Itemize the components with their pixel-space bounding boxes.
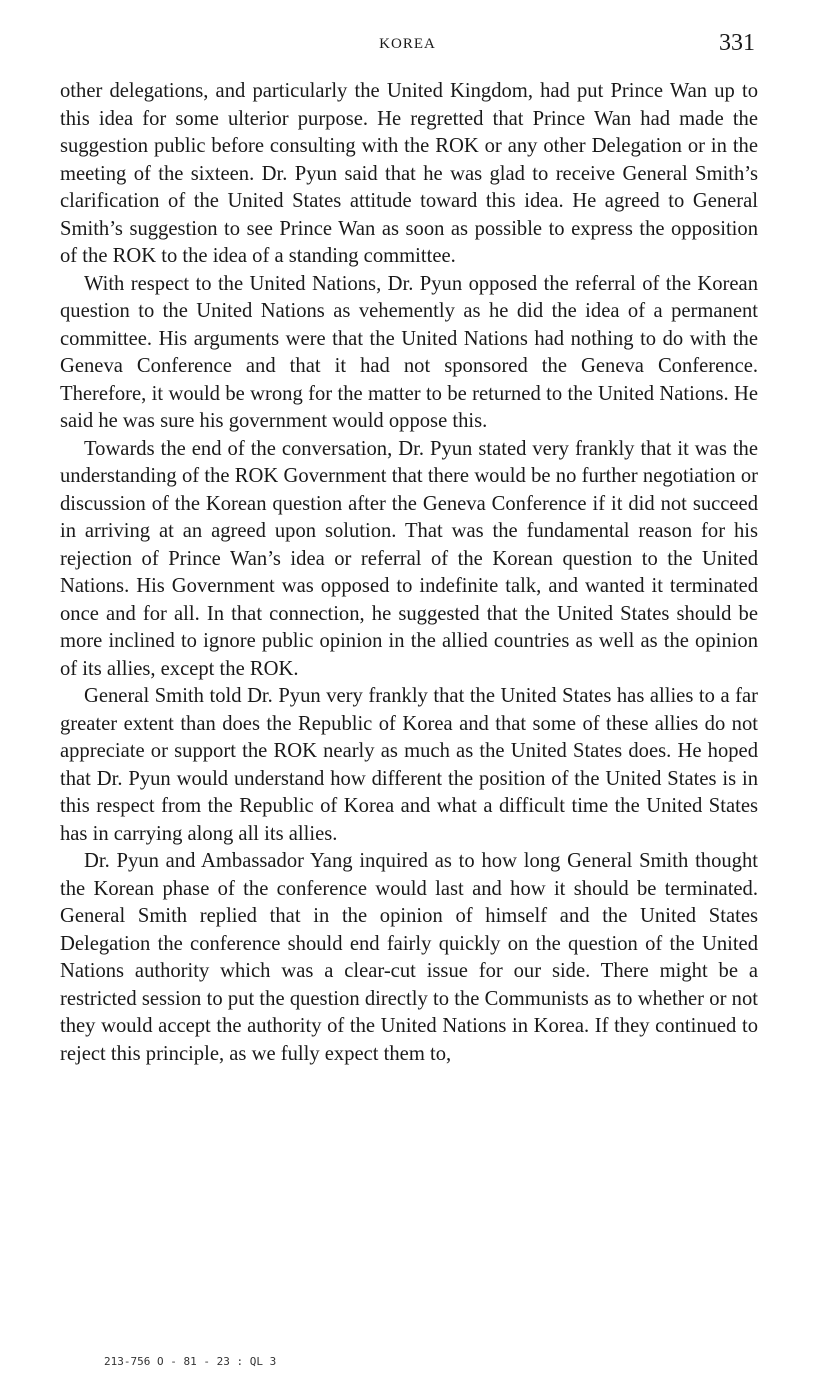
- paragraph-united-nations: With respect to the United Nations, Dr. Pyun opposed the referral of the Korean question to the United Nations as vehemently as he did the idea of a permanent committee. His arguments were that the United Nations had nothing to do with the Geneva Conference and that it had not sponsored the Geneva Conference. Therefore, it would be wrong for the matter to be returned to the United Nations. He said he was sure his government would oppose this.: [60, 272, 758, 432]
- paragraph-korean-phase: Dr. Pyun and Ambassador Yang inquired as to how long General Smith thought the Korean phase of the conference would last and how it should be terminated. General Smith replied that in the opinion of himself and the United States Delegation the conference should end fairly quickly on the question of the United Nations authority which was a clear-cut issue for our side. There might be a restricted session to put the question directly to the Communists as to whether or not they would accept the authority of the United Nations in Korea. If they continued to reject this principle, as we fully expect them to,: [60, 850, 758, 1065]
- running-header: [60, 30, 755, 62]
- body-text: [60, 78, 758, 1068]
- paragraph-continuation: other delegations, and particularly the United Kingdom, had put Prince Wan up to this idea for some ulterior purpose. He regretted that Prince Wan had made the suggestion public before consulting with the ROK or any other Delegation or in the meeting of the sixteen. Dr. Pyun said that he was glad to receive General Smith’s clarification of the United States attitude toward this idea. He agreed to General Smith’s suggestion to see Prince Wan as soon as possible to express the opposition of the ROK to the idea of a standing committee.: [60, 80, 758, 267]
- page-number: 331: [719, 30, 755, 56]
- printer-imprint: 213-756 O - 81 - 23 : QL 3: [104, 1355, 277, 1368]
- paragraph-end-of-conversation: Towards the end of the conversation, Dr. Pyun stated very frankly that it was the understanding of the ROK Government that there would be no further negotiation or discussion of the Korean question after the Geneva Conference if it did not succeed in arriving at an agreed upon solution. That was the fundamental reason for his rejection of Prince Wan’s idea or referral of the Korean question to the United Nations. His Government was opposed to indefinite talk, and wanted it terminated once and for all. In that connection, he suggested that the United States should be more inclined to ignore public opinion in the allied countries as well as the opinion of its allies, except the ROK.: [60, 437, 758, 680]
- running-title: KOREA: [379, 36, 436, 52]
- paragraph-general-smith-allies: General Smith told Dr. Pyun very frankly that the United States has allies to a far greater extent than does the Republic of Korea and that some of these allies do not appreciate or support the ROK nearly as much as the United States does. He hoped that Dr. Pyun would understand how different the position of the United States is in this respect from the Republic of Korea and what a difficult time the United States has in carrying along all its allies.: [60, 685, 758, 845]
